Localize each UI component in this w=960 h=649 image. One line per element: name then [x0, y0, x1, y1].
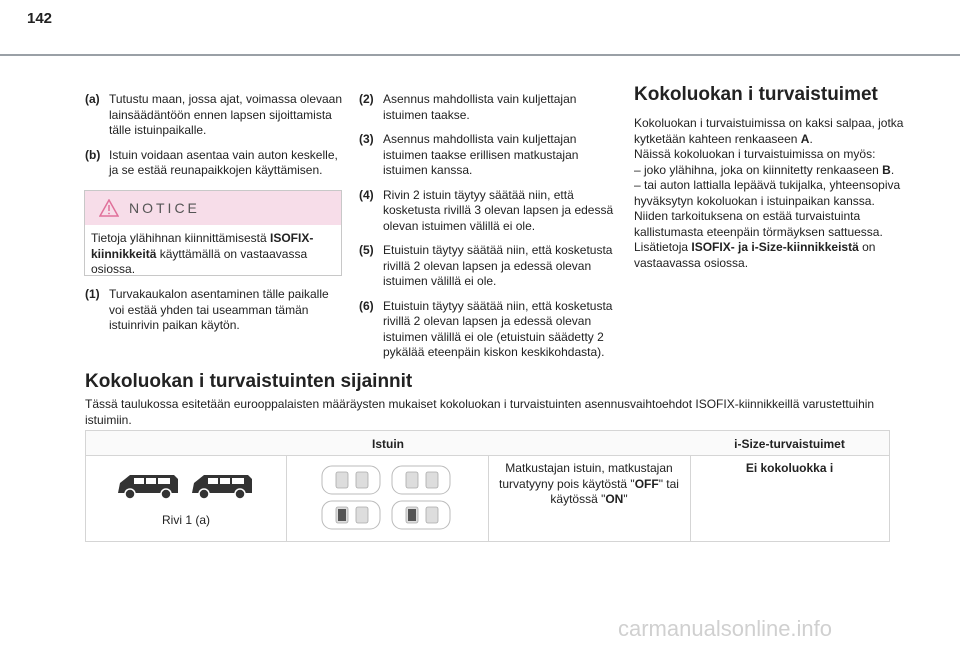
note-item-5: (5) Etuistuin täytyy säätää niin, että kosketusta rivillä 2 olevan lapsen ja edessä olevan istuimen välillä ei ole.: [359, 243, 613, 288]
notice-header: [85, 191, 341, 225]
header-isize: i-Size-turvaistuimet: [734, 437, 845, 451]
section-intro: Tässä taulukossa esitetään eurooppalaisten määräysten mukaiset kokoluokan i turvaistuinten asennusvaihtoehdot ISOFIX-kiinnikkeillä varustettuihin istuimiin.: [85, 397, 875, 427]
note-item-2: (2) Asennus mahdollista vain kuljettajan istuimen taakse.: [359, 92, 577, 122]
note-item-6: (6) Etuistuin täytyy säätää niin, että kosketusta rivillä 2 olevan lapsen ja edessä olevan istuimen välillä ei ole (etuistuin säädetty 2 pykälää eteenpäin kiskon keskikohdasta).: [359, 298, 613, 359]
left-column-lower: [85, 287, 343, 343]
top-divider: [0, 54, 960, 56]
isize-description: Kokoluokan i turvaistuimissa on kaksi salpaa, jotka kytketään kahteen renkaaseen A. Näissä kokoluokan i turvaistuimissa on myös: – joko ylähihna, joka on kiinnitetty renkaaseen B. – tai auton lattialla lepäävä tukijalka, yhteensopiva hyväksytyn kokoluokan i istuinpaikan kanssa. Niiden tarkoituksena on estää turvaistuinta kallistumasta eteenpäin törmäyksen sattuessa. Lisätietoja ISOFIX- ja i-Size-kiinnikkeistä on vastaavassa osiossa.: [634, 116, 904, 270]
seat-layout-icon: [318, 463, 458, 533]
notice-text: Tietoja ylähihnan kiinnittämisestä ISOFIX-kiinnikkeitä käyttämällä on vastaavassa osiossa.: [91, 231, 314, 276]
note-item-1: (1) Turvakaukalon asentaminen tälle paikalle voi estää yhden tai useamman tämän istuinrivin paikan käytön.: [85, 287, 329, 332]
notice-title: NOTICE: [129, 200, 200, 216]
warning-icon: [99, 199, 119, 217]
note-item-a: (a) Tutustu maan, jossa ajat, voimassa olevaan lainsäädäntöön ennen lapsen sijoittamista tälle istuinpaikalle.: [85, 92, 343, 137]
row-result: Ei kokoluokka i: [745, 461, 834, 475]
note-item-b: (b) Istuin voidaan asentaa vain auton keskelle, ja se estää reunapaikkojen käyttämisen.: [85, 147, 338, 177]
watermark: carmanualsonline.info: [618, 616, 833, 641]
row-label: Rivi 1 (a): [161, 513, 210, 527]
page-number: 142: [27, 10, 53, 27]
isize-heading: Kokoluokan i turvaistuimet: [634, 84, 878, 105]
header-seat: Istuin: [372, 437, 404, 451]
note-item-4: (4) Rivin 2 istuin täytyy säätää niin, että kosketusta rivillä 3 olevan lapsen ja edessä olevan istuimen välillä ei ole.: [359, 187, 614, 233]
notice-box: [84, 190, 342, 276]
table-header: [86, 431, 889, 456]
middle-column: [359, 92, 617, 370]
van-icon: [116, 471, 256, 501]
isize-table: [85, 430, 890, 542]
section-heading: Kokoluokan i turvaistuinten sijainnit: [85, 371, 413, 392]
row-description: Matkustajan istuin, matkustajan turvatyyny pois käytöstä "OFF" tai käytössä "ON": [499, 461, 679, 506]
left-column: [85, 92, 343, 188]
note-item-3: (3) Asennus mahdollista vain kuljettajan istuimen taakse erillisen matkustajan istuimen kanssa.: [359, 132, 579, 177]
